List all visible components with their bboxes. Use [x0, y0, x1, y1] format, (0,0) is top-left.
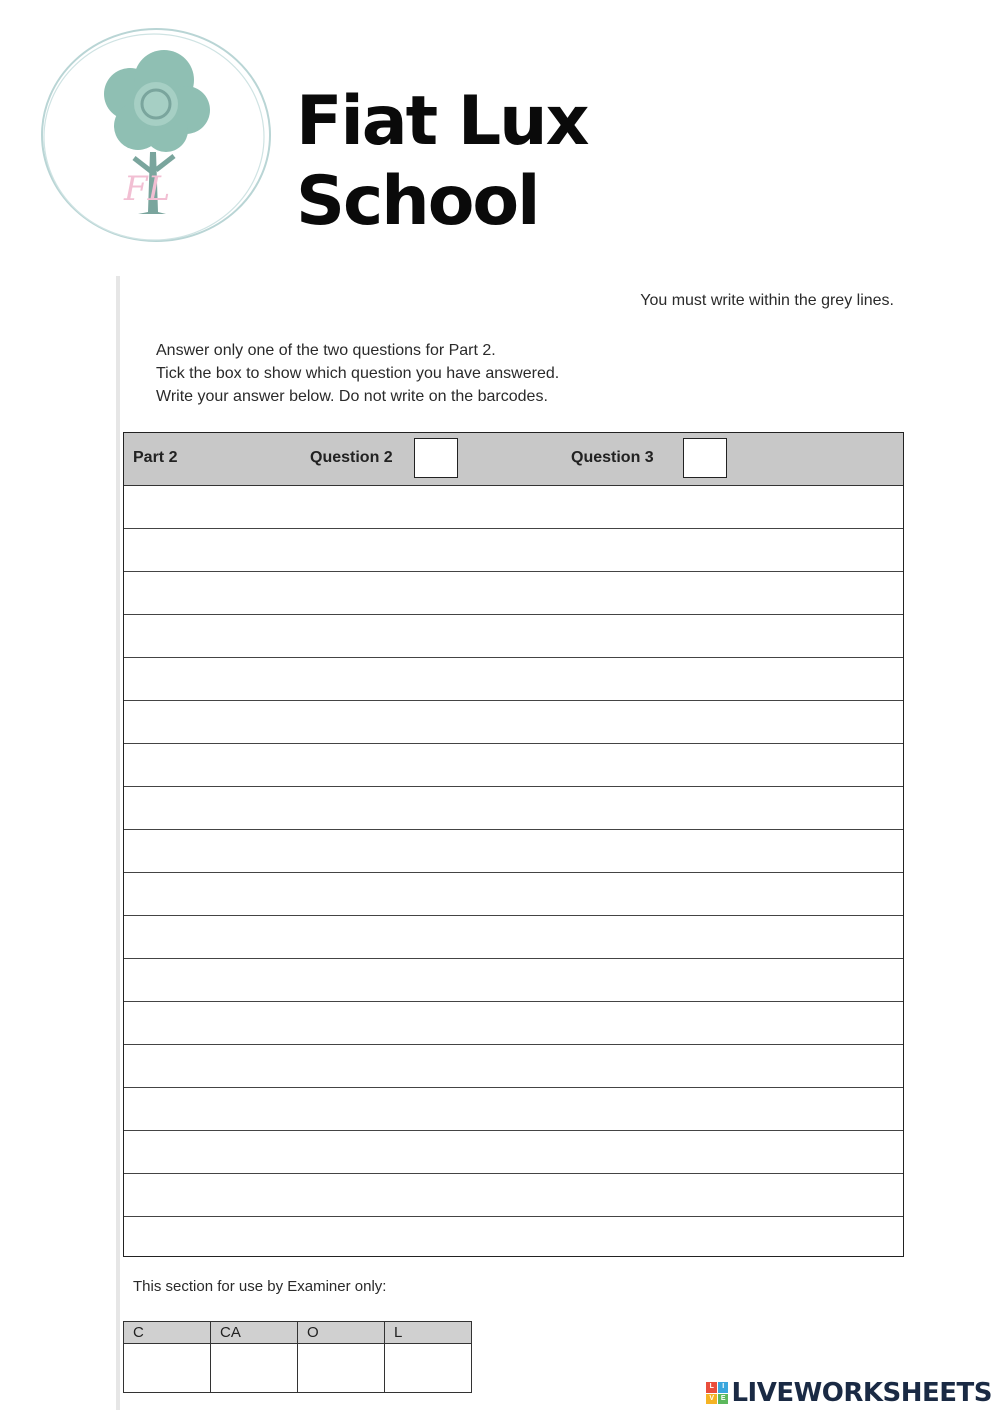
grey-lines-note: You must write within the grey lines. — [640, 292, 894, 309]
answer-line[interactable] — [124, 744, 903, 787]
logo-monogram: FL — [124, 169, 171, 209]
examiner-score-cell[interactable] — [124, 1344, 211, 1393]
examiner-score-cell[interactable] — [298, 1344, 385, 1393]
badge-letter: L — [706, 1382, 717, 1393]
school-name-line1: Fiat Lux — [296, 82, 588, 161]
question-3-tick-box[interactable] — [683, 438, 727, 478]
badge-letter: I — [718, 1382, 729, 1393]
answer-line[interactable] — [124, 1174, 903, 1217]
answer-line[interactable] — [124, 1131, 903, 1174]
liveworksheets-watermark — [706, 1378, 992, 1408]
instructions — [156, 339, 559, 408]
margin-rule — [116, 276, 120, 1410]
answer-line[interactable] — [124, 830, 903, 873]
liveworksheets-badge-icon — [706, 1382, 728, 1404]
answer-line[interactable] — [124, 486, 903, 529]
answer-line[interactable] — [124, 873, 903, 916]
liveworksheets-text: LIVEWORKSHEETS — [731, 1378, 992, 1408]
instruction-line: Write your answer below. Do not write on the barcodes. — [156, 388, 548, 405]
answer-table — [123, 432, 904, 1257]
answer-line[interactable] — [124, 1088, 903, 1131]
answer-lines — [124, 486, 903, 1260]
examiner-col-o: O — [298, 1322, 385, 1344]
tree-logo-icon — [38, 22, 276, 248]
examiner-col-ca: CA — [211, 1322, 298, 1344]
answer-table-header — [124, 433, 903, 486]
answer-line[interactable] — [124, 615, 903, 658]
school-logo — [38, 22, 276, 248]
answer-line[interactable] — [124, 916, 903, 959]
instruction-line: Answer only one of the two questions for Part 2. — [156, 342, 496, 359]
instruction-line: Tick the box to show which question you have answered. — [156, 365, 560, 382]
examiner-score-cell[interactable] — [385, 1344, 472, 1393]
answer-line[interactable] — [124, 787, 903, 830]
examiner-header-row — [124, 1322, 472, 1344]
examiner-table — [123, 1321, 472, 1393]
answer-line[interactable] — [124, 1217, 903, 1260]
examiner-score-row — [124, 1344, 472, 1393]
answer-line[interactable] — [124, 658, 903, 701]
school-name-line2: School — [296, 162, 539, 241]
examiner-col-c: C — [124, 1322, 211, 1344]
examiner-col-l: L — [385, 1322, 472, 1344]
examiner-note: This section for use by Examiner only: — [133, 1278, 387, 1295]
question-2-tick-box[interactable] — [414, 438, 458, 478]
examiner-score-cell[interactable] — [211, 1344, 298, 1393]
answer-line[interactable] — [124, 1045, 903, 1088]
answer-line[interactable] — [124, 529, 903, 572]
answer-line[interactable] — [124, 701, 903, 744]
badge-letter: E — [718, 1394, 729, 1405]
answer-line[interactable] — [124, 959, 903, 1002]
school-name — [296, 82, 587, 242]
answer-line[interactable] — [124, 572, 903, 615]
badge-letter: V — [706, 1394, 717, 1405]
answer-line[interactable] — [124, 1002, 903, 1045]
question-3-label: Question 3 — [571, 449, 654, 466]
question-2-label: Question 2 — [310, 449, 393, 466]
part-label: Part 2 — [133, 449, 178, 466]
